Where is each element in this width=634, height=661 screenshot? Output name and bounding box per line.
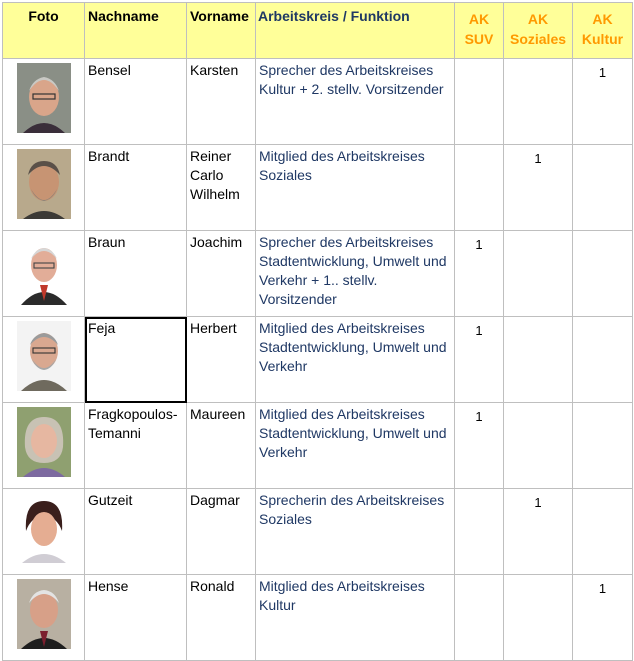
header-row (3, 3, 633, 59)
vorname-cell[interactable]: Karsten (187, 59, 256, 145)
header-ak-suv-line1: AK (468, 11, 490, 27)
ak-suv-cell[interactable] (455, 489, 504, 575)
ak-kultur-cell[interactable] (573, 231, 633, 317)
funktion-cell[interactable]: Sprecher des Arbeitskreises Stadtentwicklung, Umwelt und Verkehr + 1.. stellv. Vorsitzender (256, 231, 455, 317)
funktion-cell[interactable]: Mitglied des Arbeitskreises Stadtentwicklung, Umwelt und Verkehr (256, 403, 455, 489)
ak-kultur-cell[interactable]: 1 (573, 575, 633, 661)
photo-cell[interactable] (3, 403, 85, 489)
funktion-cell[interactable]: Sprecherin des Arbeitskreises Soziales (256, 489, 455, 575)
table-row (3, 403, 633, 489)
header-ak-kultur-line2: Kultur (581, 31, 624, 47)
header-nachname[interactable]: Nachname (85, 3, 187, 59)
ak-suv-cell[interactable]: 1 (455, 231, 504, 317)
portrait-photo (17, 63, 71, 133)
header-funktion[interactable]: Arbeitskreis / Funktion (256, 3, 455, 59)
table-row (3, 59, 633, 145)
header-foto[interactable]: Foto (3, 3, 85, 59)
table-row (3, 575, 633, 661)
ak-suv-cell[interactable]: 1 (455, 403, 504, 489)
vorname-cell[interactable]: Reiner Carlo Wilhelm (187, 145, 256, 231)
vorname-cell[interactable]: Dagmar (187, 489, 256, 575)
header-ak-suv[interactable] (455, 3, 504, 59)
ak-suv-cell[interactable] (455, 59, 504, 145)
photo-cell[interactable] (3, 59, 85, 145)
nachname-cell[interactable]: Brandt (85, 145, 187, 231)
funktion-cell[interactable]: Mitglied des Arbeitskreises Kultur (256, 575, 455, 661)
ak-soziales-cell[interactable] (504, 231, 573, 317)
funktion-cell[interactable]: Mitglied des Arbeitskreises Soziales (256, 145, 455, 231)
ak-kultur-cell[interactable] (573, 317, 633, 403)
photo-cell[interactable] (3, 231, 85, 317)
header-ak-soziales[interactable] (504, 3, 573, 59)
ak-kultur-cell[interactable] (573, 489, 633, 575)
header-ak-soziales-line2: Soziales (509, 31, 567, 47)
ak-kultur-cell[interactable] (573, 145, 633, 231)
header-ak-kultur[interactable] (573, 3, 633, 59)
nachname-cell[interactable]: Gutzeit (85, 489, 187, 575)
ak-suv-cell[interactable] (455, 575, 504, 661)
ak-soziales-cell[interactable]: 1 (504, 489, 573, 575)
ak-soziales-cell[interactable] (504, 59, 573, 145)
funktion-cell[interactable]: Mitglied des Arbeitskreises Stadtentwicklung, Umwelt und Verkehr (256, 317, 455, 403)
header-ak-suv-line2: SUV (464, 31, 494, 47)
portrait-photo (17, 235, 71, 305)
vorname-cell[interactable]: Ronald (187, 575, 256, 661)
ak-soziales-cell[interactable]: 1 (504, 145, 573, 231)
funktion-cell[interactable]: Sprecher des Arbeitskreises Kultur + 2. stellv. Vorsitzender (256, 59, 455, 145)
vorname-cell[interactable]: Maureen (187, 403, 256, 489)
vorname-cell[interactable]: Joachim (187, 231, 256, 317)
header-ak-soziales-line1: AK (527, 11, 549, 27)
table-row (3, 317, 633, 403)
photo-cell[interactable] (3, 317, 85, 403)
portrait-photo (17, 149, 71, 219)
portrait-photo (17, 321, 71, 391)
photo-cell[interactable] (3, 145, 85, 231)
nachname-cell[interactable]: Feja (85, 317, 187, 403)
table-row (3, 489, 633, 575)
ak-suv-cell[interactable]: 1 (455, 317, 504, 403)
ak-soziales-cell[interactable] (504, 575, 573, 661)
portrait-photo (17, 407, 71, 477)
nachname-cell[interactable]: Braun (85, 231, 187, 317)
ak-kultur-cell[interactable] (573, 403, 633, 489)
portrait-photo (17, 493, 71, 563)
vorname-cell[interactable]: Herbert (187, 317, 256, 403)
ak-suv-cell[interactable] (455, 145, 504, 231)
table-row (3, 145, 633, 231)
photo-cell[interactable] (3, 489, 85, 575)
nachname-cell[interactable]: Fragkopoulos-Temanni (85, 403, 187, 489)
portrait-photo (17, 579, 71, 649)
nachname-cell[interactable]: Hense (85, 575, 187, 661)
header-vorname[interactable]: Vorname (187, 3, 256, 59)
ak-soziales-cell[interactable] (504, 403, 573, 489)
header-ak-kultur-line1: AK (592, 11, 613, 27)
table-row (3, 231, 633, 317)
ak-kultur-cell[interactable]: 1 (573, 59, 633, 145)
members-table (2, 2, 633, 661)
ak-soziales-cell[interactable] (504, 317, 573, 403)
nachname-cell[interactable]: Bensel (85, 59, 187, 145)
photo-cell[interactable] (3, 575, 85, 661)
